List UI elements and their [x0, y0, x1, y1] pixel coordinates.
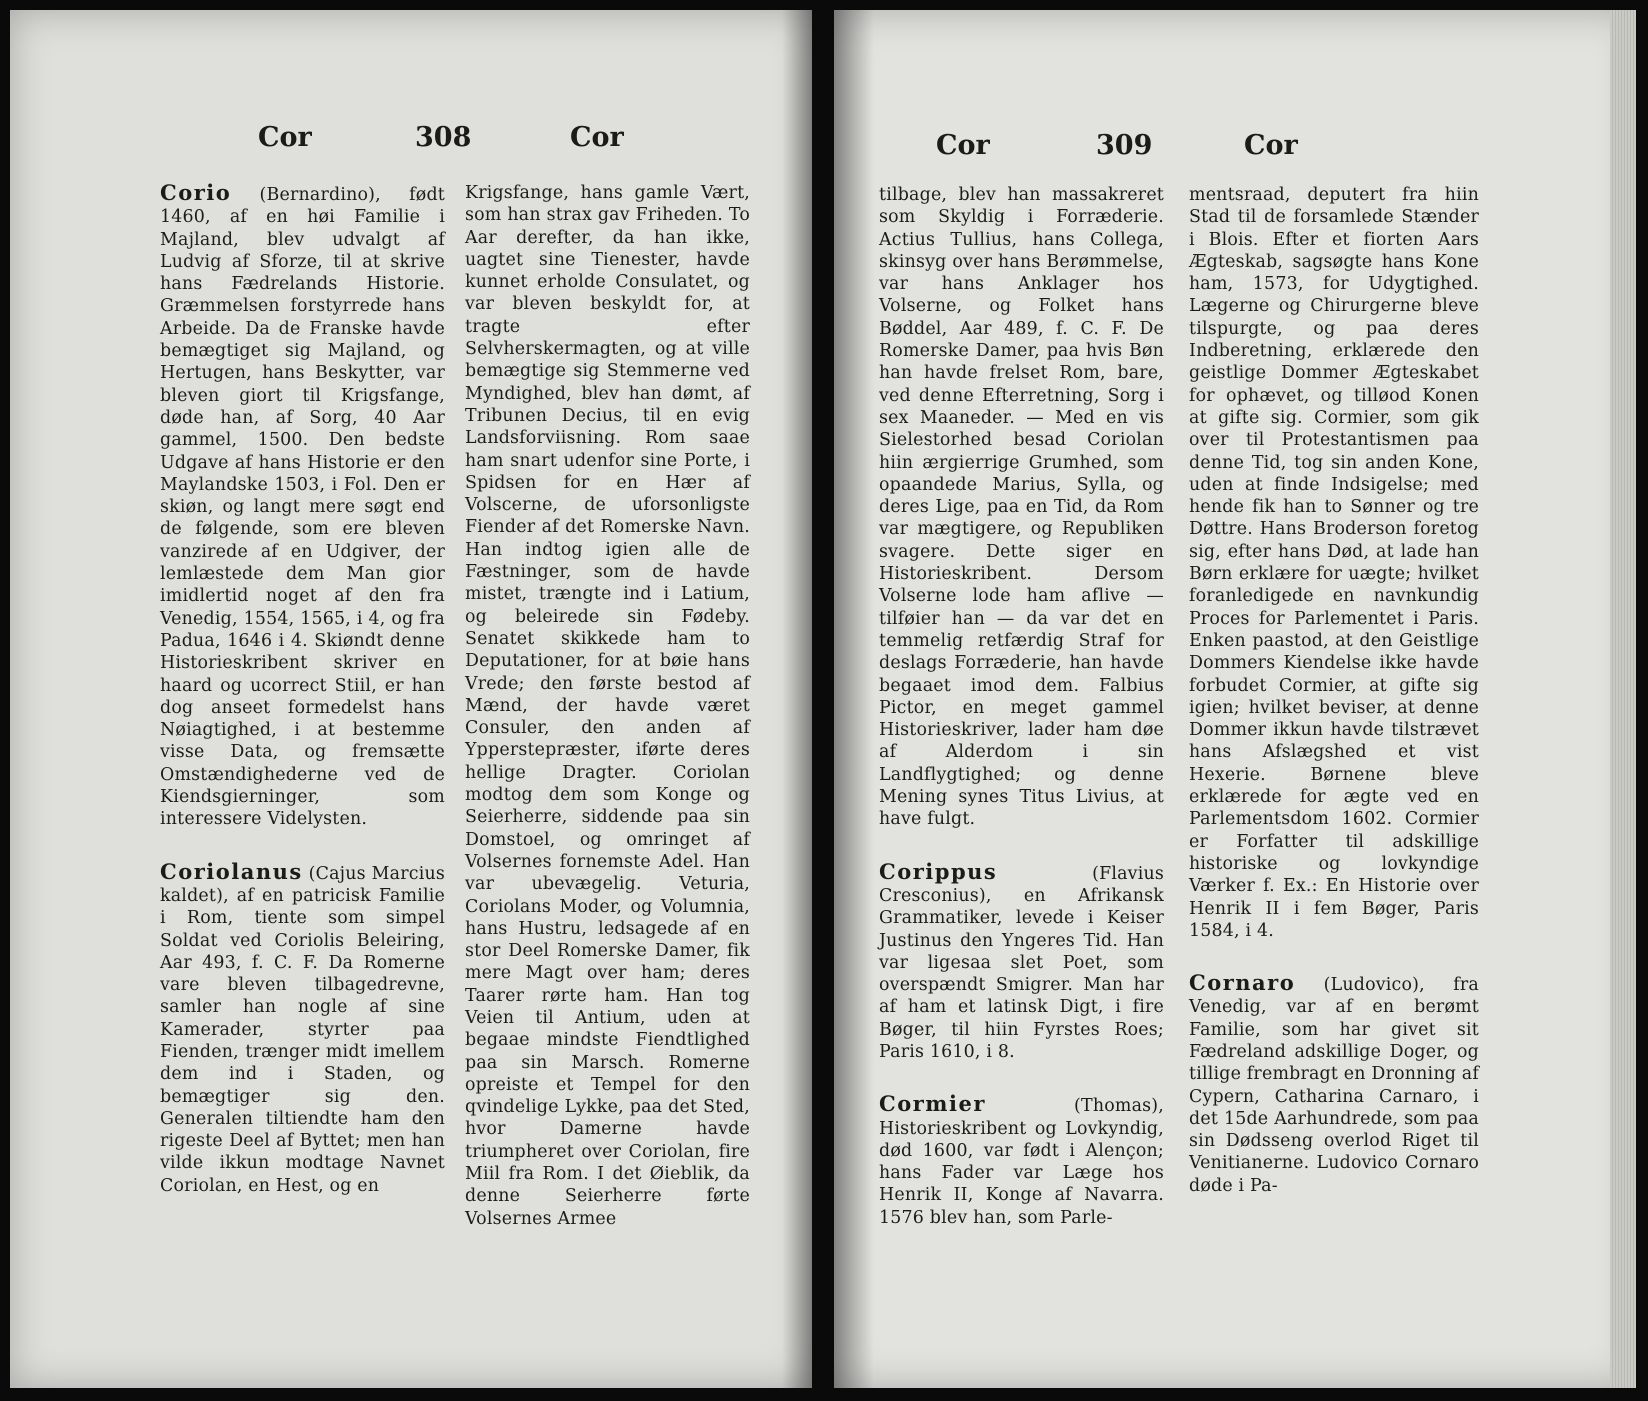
dictionary-entry	[1189, 972, 1479, 1197]
entry-text: mentsraad, deputert fra hiin Stad til de forsamlede Stænder i Blois. Efter et fiorten Aars Ægteskab, sagsøgte hans Kone ham, 1573, for Udygtighed. Lægerne og Chirurgerne bleve tilspurgte, og paa deres Indberetning, erklærede den geistlige Dommer Ægteskabet for ophævet, og tilløod Konen at gifte sig. Cormier, som gik over til Protestantismen paa denne Tid, tog sin anden Kone, uden at finde Indsigelse; med hende fik han to Sønner og tre Døttre. Hans Broderson foretog sig, efter hans Død, at lade han Børn erklære for uægte; hvilket foranledigede en navnkundig Proces for Parlementet i Paris. Enken paastod, at den Geistlige Dommers Kiendelse ikke havde forbudet Cormier, at gifte sig igien; hvilket beviser, at denne Dommer ikkun havde tilstrævet hans Afslægshed et vist Hexerie. Børnene bleve erklærede for ægte ved en Parlementsdom 1602. Cormier er Forfatter til adskillige historiske og lovkyndige Værker f. Ex.: En Historie over Henrik II i fem Bøger, Paris 1584, i 4.	[1189, 185, 1479, 941]
dictionary-entry	[879, 858, 1164, 1064]
page-number: 308	[415, 122, 472, 153]
entry-continuation: Krigsfange, hans gamle Vært, som han strax gav Friheden. To Aar derefter, da han ikke, uagtet sine Tienester, havde kunnet erholde Consulatet, og var bleven beskyldt for, at tragte efter Selvherskermagten, og at ville bemægtige sig Stemmerne ved Myndighed, blev han dømt, af Tribunen Decius, til en evig Landsforviisning. Rom saae ham snart udenfor sine Porte, i Spidsen for en Hær af Volscerne, de uforsonligste Fiender af det Romerske Navn. Han indtog igien alle de Fæstninger, som de havde mistet, trængte ind i Latium, og beleirede sin Fødeby. Senatet skikkede ham to Deputationer, for at bøie hans Vrede; den første bestod af Mænd, der havde været Consuler, den anden af Ypperstepræster, iførte deres hellige Dragter. Coriolan modtog dem som Konge og Seierherre, siddende paa sin Domstoel, og omringet af Volsernes fornemste Adel. Han var ubevægelig. Veturia, Coriolans Moder, og Volumnia, hans Hustru, ledsagede af en stor Deel Romerske Damer, fik mere Magt over ham; deres Taarer rørte ham. Han tog Veien til Antium, uden at begaae mindste Fiendtlighed paa sin Marsch. Romerne opreiste et Tempel for den qvindelige Lykke, paa det Sted, hvor Damerne havde triumpheret over Coriolan, fire Miil fra Rom. I det Øieblik, da denne Seierherre førte Volsernes Armee	[465, 183, 750, 1229]
text-column-right	[465, 182, 750, 1260]
header-left-word: Cor	[258, 122, 312, 153]
text-column-left	[879, 182, 1164, 1259]
entry-text: (Cajus Marcius kaldet), af en patricisk Familie i Rom, tiente som simpel Soldat ved Coriolis Beleiring, Aar 493, f. C. F. Da Romerne vare bleven tilbagedrevne, samler han nogle af sine Kamerader, styrter paa Fienden, trænger midt imellem dem ind i Staden, og bemægtiger sig den. Generalen tiltiendte ham den rigeste Deel af Byttet; men han vilde ikkun modtage Navnet Coriolan, en Hest, og en	[160, 863, 445, 1196]
text-column-right	[1189, 182, 1479, 1227]
text-column-left	[160, 182, 445, 1227]
entry-text: tilbage, blev han massakreret som Skyldig i Forræderie. Actius Tullius, hans Collega, skinsyg over hans Berømmelse, var hans Anklager hos Volserne, og Folket hans Bøddel, Aar 489, f. C. F. De Romerske Damer, paa hvis Bøn han havde frelset Rom, bare, ved denne Efterretning, Sorg i sex Maaneder. — Med en vis Sielestorhed besad Coriolan hiin ærgierrige Grumhed, som opaandede Marius, Sylla, og deres Lige, paa en Tid, da Rom var mægtigere, og Republiken svagere. Dette siger en Historieskribent. Dersom Volserne lode ham aflive — tilføier han — da var det en temmelig retfærdig Straf for deslags Forræderie, han havde begaaet imod dem. Falbius Pictor, en meget gammel Historieskriver, lader ham døe af Alderdom i sin Landflygtighed; og denne Mening synes Titus Livius, at have fulgt.	[879, 185, 1164, 830]
dictionary-entry	[879, 1093, 1164, 1229]
entry-text: (Flavius Cresconius), en Afrikansk Grammatiker, levede i Keiser Justinus den Yngeres Tid. Han var ligesaa slet Poet, som overspændt Smigrer. Man har af ham et latinsk Digt, i fire Bøger, til hiin Fyrstes Roes; Paris 1610, i 8.	[879, 863, 1164, 1062]
gutter-shadow	[834, 10, 874, 1388]
entry-text: (Bernardino), født 1460, af en høi Familie i Majland, blev udvalgt af Ludvig af Sforze, til at skrive hans Fædrelands Historie. Græmmelsen forstyrrede hans Arbeide. Da de Franske havde bemægtiget sig Majland, og Hertugen, hans Beskytter, var bleven giort til Krigsfange, døde han, af Sorg, 40 Aar gammel, 1500. Den bedste Udgave af hans Historie er den Maylandske 1503, i Fol. Den er skiøn, og langt mere søgt end de følgende, som ere bleven vanzirede af en Udgiver, der lemlæstede dem Man gior imidlertid noget af den fra Venedig, 1554, 1565, i 4, og fra Padua, 1646 i 4. Skiøndt denne Historieskribent skriver en haard og ucorrect Stiil, er han dog anseet formedelst hans Nøiagtighed, i at bestemme visse Data, og fremsætte Omstændighederne ved de Kiendsgierninger, som interessere Videlysten.	[160, 185, 445, 830]
right-page	[834, 10, 1636, 1388]
entry-headword: Corippus	[879, 858, 998, 884]
entry-headword: Cornaro	[1189, 970, 1296, 996]
running-header	[10, 122, 812, 162]
dictionary-entry	[160, 858, 445, 1197]
entry-headword: Coriolanus	[160, 858, 303, 884]
entry-text: (Ludovico), fra Venedig, var af en berømt Familie, som har givet sit Fædreland adskillige Doger, og tillige frembragt en Dronning af Cypern, Catharina Carnaro, i det 15de Aarhundrede, som paa sin Dødsseng overlod Riget til Venitianerne. Ludovico Cornaro døde i Pa-	[1189, 975, 1479, 1196]
header-right-word: Cor	[1244, 130, 1298, 161]
running-header	[834, 130, 1636, 170]
page-number: 309	[1096, 130, 1153, 161]
page-edge	[1610, 10, 1636, 1388]
left-page	[10, 10, 812, 1388]
dictionary-entry	[160, 182, 445, 831]
entry-text: (Thomas), Historieskribent og Lovkyndig, død 1600, var født i Alençon; hans Fader var Læge hos Henrik II, Konge af Navarra. 1576 blev han, som Parle-	[879, 1096, 1164, 1228]
entry-continuation	[1189, 182, 1479, 942]
entry-headword: Cormier	[879, 1091, 986, 1117]
header-right-word: Cor	[570, 122, 624, 153]
gutter-shadow	[782, 10, 812, 1388]
entry-continuation	[879, 182, 1164, 831]
header-left-word: Cor	[936, 130, 990, 161]
entry-headword: Corio	[160, 180, 232, 205]
